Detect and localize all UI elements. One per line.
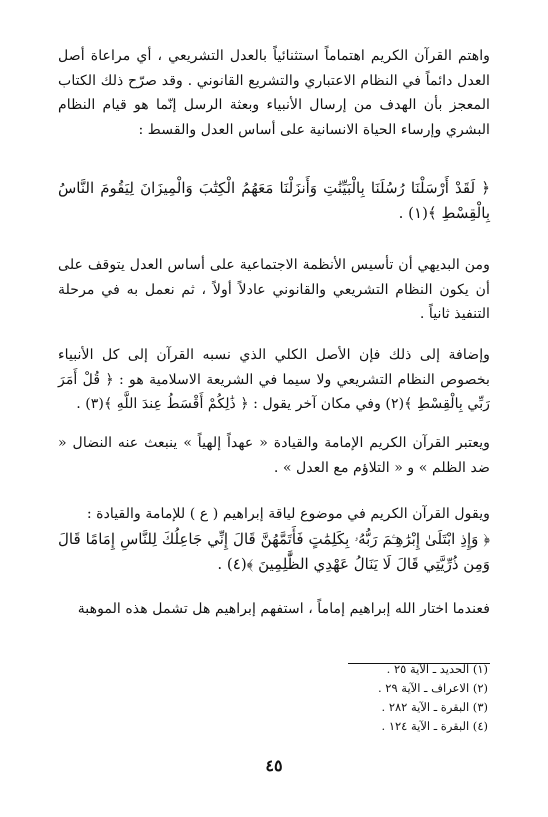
page-number: ٤٥ (265, 756, 283, 775)
footnote-4: (٤) البقرة ـ الآية ١٢٤ . (381, 719, 488, 733)
paragraph-2-text: ومن البديهي أن تأسيس الأنظمة الاجتماعية على أساس العدل يتوقف على أن يكون النظام التشريعي والقانوني عادلاً أولاً ، ثم نعمل به في مرحلة التنفيذ ثانياً . (58, 257, 490, 322)
paragraph-5-text: ويقول القرآن الكريم في موضوع لياقة إبراهيم ( ع ) للإمامة والقيادة : (86, 506, 490, 522)
verse-1-text: ﴿ لَقَدْ أَرْسَلْنَا رُسُلَنَا بِالْبَيِّنَٰتِ وَأَنزَلْنَا مَعَهُمُ الْكِتَٰبَ وَالْمِيزَانَ لِيَقُومَ النَّاسُ بِالْقِسْطِ ﴾(١) . (58, 179, 490, 222)
paragraph-1-text: واهتم القرآن الكريم اهتماماً استثنائياً بالعدل التشريعي ، أي مراعاة أصل العدل دائماً في النظام الاعتباري والتشريع القانوني . وقد صرّح ذلك الكتاب المعجز بأن الهدف من إرسال الأنبياء وبعثة الرسل إنّما هو قيام النظام البشري وإرساء الحياة الانسانية على أساس العدل والقسط : (58, 48, 490, 138)
paragraph-1 (58, 44, 490, 142)
footnote-3: (٣) البقرة ـ الآية ٢٨٢ . (381, 700, 488, 714)
footnote-1: (١) الحديد ـ الآية ٢٥ . (386, 662, 488, 676)
paragraph-5 (58, 502, 490, 527)
verse-2-text: ﴿ وَإِذِ ابْتَلَىٰ إِبْرَٰهِـۧمَ رَبُّهُۥ بِكَلِمَٰتٍ فَأَتَمَّهُنَّ قَالَ إِنِّي جَاعِلُكَ لِلنَّاسِ إِمَامًا قَالَ وَمِن ذُرِّيَّتِي قَالَ لَا يَنَالُ عَهْدِي الظَّٰلِمِينَ ﴾(٤) . (58, 530, 490, 573)
verse-2 (58, 527, 490, 576)
paragraph-6-text: فعندما اختار الله إبراهيم إماماً ، استفهم إبراهيم هل تشمل هذه الموهبة (77, 601, 490, 617)
footnotes (378, 660, 488, 736)
paragraph-2 (58, 253, 490, 327)
paragraph-3-text: وإضافة إلى ذلك فإن الأصل الكلي الذي نسبه القرآن إلى كل الأنبياء بخصوص النظام التشريعي ولا سيما في الشريعة الاسلامية هو : ﴿ قُلْ أَمَرَ رَبِّي بِالْقِسْطِ ﴾(٢) وفي مكان آخر يقول : ﴿ ذَٰلِكُمْ أَقْسَطُ عِندَ اللَّهِ ﴾(٣) . (58, 347, 490, 412)
paragraph-3 (58, 343, 490, 417)
verse-1 (58, 176, 490, 225)
paragraph-6 (58, 597, 490, 622)
paragraph-4-text: ويعتبر القرآن الكريم الإمامة والقيادة « عهداً إلهياً » ينبعث عنه النضال « ضد الظلم » و « التلاؤم مع العدل » . (58, 435, 490, 476)
paragraph-4 (58, 431, 490, 480)
footnote-2: (٢) الاعراف ـ الآية ٢٩ . (377, 681, 488, 695)
